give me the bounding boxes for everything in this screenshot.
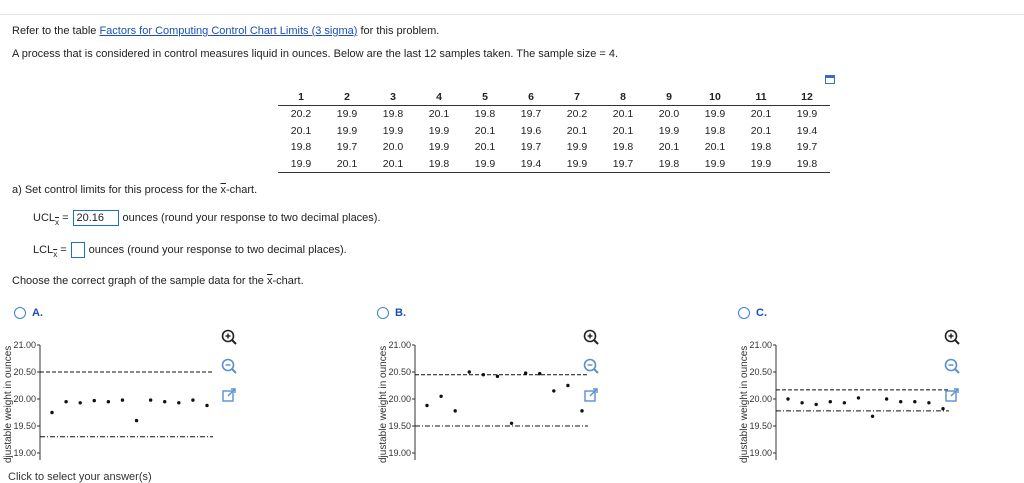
table-cell: 20.2 [290,108,312,121]
y-tick-label: 21.00 [13,340,36,350]
chart-option-b[interactable] [383,330,593,460]
table-cell: 19.8 [416,156,462,173]
expand-icon[interactable] [582,386,600,404]
table-header-cell: 3 [370,89,416,106]
table-header-row [278,89,830,106]
table-cell: 20.1 [428,108,450,121]
table-cell: 19.9 [566,141,588,154]
zoom-out-icon[interactable] [220,357,238,375]
table-cell: 19.9 [796,108,818,121]
data-point [913,400,916,403]
table-cell: 20.1 [566,124,588,137]
expand-icon[interactable] [943,386,961,404]
table-cell: 20.1 [658,141,680,154]
data-point [121,398,124,401]
top-divider [0,14,1024,15]
table-cell: 19.9 [738,156,784,173]
radio-a[interactable] [14,307,26,319]
intro-text: Refer to the table [12,25,97,37]
zoom-in-icon[interactable] [582,328,600,346]
table-cell: 19.9 [554,156,600,173]
data-point [524,371,527,374]
table-cell: 19.7 [600,156,646,173]
copy-data-icon[interactable] [825,75,835,84]
table-row [278,156,830,173]
data-point [93,399,96,402]
data-point [814,403,817,406]
data-point [64,400,67,403]
data-point [482,373,485,376]
table-cell: 19.9 [704,108,726,121]
y-tick-label: 21.00 [749,340,772,350]
zoom-out-icon[interactable] [943,357,961,375]
intro-tail-text: for this problem. [360,25,440,37]
y-tick-label: 20.00 [749,394,772,404]
table-cell: 20.1 [474,124,496,137]
table-cell: 20.1 [612,108,634,121]
y-tick-label: 19.50 [388,421,411,431]
choose-xbar: $\overline{x}$ [266,275,273,287]
data-point [927,401,930,404]
table-cell: 19.8 [704,124,726,137]
lcl-row [33,242,347,258]
lcl-label: $LCL_{\overline{x}}$ = [33,244,67,259]
table-header-cell: 8 [600,89,646,106]
table-cell: 19.8 [382,108,404,121]
table-cell: 20.1 [750,124,772,137]
option-c[interactable] [738,307,767,319]
problem-statement: A process that is considered in control measures liquid in ounces. Below are the last 12 samples taken. The sample size = 4. [12,48,619,60]
table-row [278,106,830,123]
table-cell: 19.9 [658,124,680,137]
data-point [843,401,846,404]
samples-table [278,89,830,173]
table-cell: 19.8 [750,141,772,154]
table-cell: 20.1 [612,124,634,137]
table-header-cell: 7 [554,89,600,106]
table-cell: 20.1 [474,141,496,154]
y-tick-label: 19.50 [13,421,36,431]
data-point [135,419,138,422]
y-tick-label: 19.50 [749,421,772,431]
table-cell: 19.4 [796,124,818,137]
choose-pre: Choose the correct graph of the sample data for the [12,275,267,287]
data-point [552,389,555,392]
radio-c[interactable] [738,307,750,319]
table-cell: 19.9 [428,141,450,154]
option-b-tools [582,328,604,408]
table-cell: 19.4 [508,156,554,173]
chart-option-c[interactable] [744,330,954,460]
option-b-label: B. [395,307,406,319]
data-point [205,404,208,407]
ucl-input[interactable]: 20.16 [73,210,119,226]
table-cell: 20.1 [290,124,312,137]
table-cell: 19.9 [382,124,404,137]
radio-b[interactable] [377,307,389,319]
table-cell: 19.6 [520,124,542,137]
choose-post: -chart. [272,275,304,287]
data-point [468,370,471,373]
table-cell: 19.7 [520,141,542,154]
option-a-tools [220,328,242,408]
data-point [453,409,456,412]
data-point [871,415,874,418]
data-point [510,422,513,425]
table-cell: 19.7 [336,141,358,154]
table-cell: 20.1 [750,108,772,121]
data-point [107,400,110,403]
xbar-symbol: $\overline{x}$ [220,184,226,196]
option-c-label: C. [756,307,767,319]
table-row [278,139,830,156]
table-header-cell: 2 [324,89,370,106]
data-point [829,400,832,403]
data-point [78,401,81,404]
data-point [163,400,166,403]
data-point [50,411,53,414]
table-cell: 20.1 [704,141,726,154]
table-cell: 19.7 [520,108,542,121]
ucl-label: $UCL_{\overline{x}}$ = [33,212,69,227]
data-point [786,397,789,400]
table-cell: 19.8 [612,141,634,154]
ucl-row [33,210,381,226]
table-cell: 19.8 [784,156,830,173]
intro-line [12,25,439,37]
y-tick-label: 20.00 [388,394,411,404]
y-tick-label: 19.00 [749,448,772,458]
data-point [177,401,180,404]
y-tick-label: 19.00 [13,448,36,458]
table-cell: 19.9 [462,156,508,173]
table-cell: 19.8 [646,156,692,173]
table-cell: 20.0 [658,108,680,121]
zoom-in-icon[interactable] [220,328,238,346]
table-header-cell: 10 [692,89,738,106]
data-point [800,401,803,404]
table-cell: 19.9 [428,124,450,137]
data-point [899,400,902,403]
table-cell: 19.9 [336,124,358,137]
data-point [439,395,442,398]
chart-option-a[interactable] [8,330,218,460]
option-a-label: A. [32,307,43,319]
table-header-cell: 6 [508,89,554,106]
option-c-tools [943,328,965,408]
table-header-cell: 1 [278,89,324,106]
y-tick-label: 20.00 [13,394,36,404]
option-b[interactable] [377,307,406,319]
zoom-in-icon[interactable] [943,328,961,346]
data-point [566,384,569,387]
data-point [885,397,888,400]
part-a-pre: a) Set control limits for this process for the [12,184,221,196]
table-header-cell: 5 [462,89,508,106]
table-cell: 20.2 [566,108,588,121]
table-cell: 19.8 [474,108,496,121]
choose-graph-prompt [12,275,304,287]
ucl-hint: ounces (round your response to two decimal places). [122,212,381,224]
table-cell: 19.9 [336,108,358,121]
table-header-cell: 11 [738,89,784,106]
table-cell: 20.0 [382,141,404,154]
y-tick-label: 20.50 [749,367,772,377]
table-cell: 19.9 [692,156,738,173]
table-header-cell: 12 [784,89,830,106]
svg-text:djustable weight in ounces: djustable weight in ounces [378,345,389,463]
table-header-cell: 9 [646,89,692,106]
lcl-input[interactable] [71,242,85,258]
y-tick-label: 19.00 [388,448,411,458]
svg-text:djustable weight in ounces: djustable weight in ounces [3,345,14,463]
data-point [191,398,194,401]
table-cell: 19.9 [278,156,324,173]
factors-table-link[interactable]: Factors for Computing Control Chart Limits (3 sigma) [99,25,358,37]
option-a[interactable] [14,307,43,319]
expand-icon[interactable] [220,386,238,404]
part-a-question [12,184,257,196]
y-tick-label: 20.50 [388,367,411,377]
table-cell: 20.1 [370,156,416,173]
zoom-out-icon[interactable] [582,357,600,375]
lcl-hint: ounces (round your response to two decimal places). [88,244,347,256]
table-cell: 20.1 [324,156,370,173]
table-cell: 19.8 [290,141,312,154]
y-tick-label: 21.00 [388,340,411,350]
data-point [538,372,541,375]
data-point [496,375,499,378]
data-point [425,404,428,407]
table-cell: 19.7 [796,141,818,154]
data-point [149,398,152,401]
data-point [857,396,860,399]
footer-hint: Click to select your answer(s) [8,471,152,483]
svg-text:djustable weight in ounces: djustable weight in ounces [739,345,750,463]
y-tick-label: 20.50 [13,367,36,377]
table-row [278,123,830,140]
part-a-post: -chart. [225,184,258,196]
table-header-cell: 4 [416,89,462,106]
